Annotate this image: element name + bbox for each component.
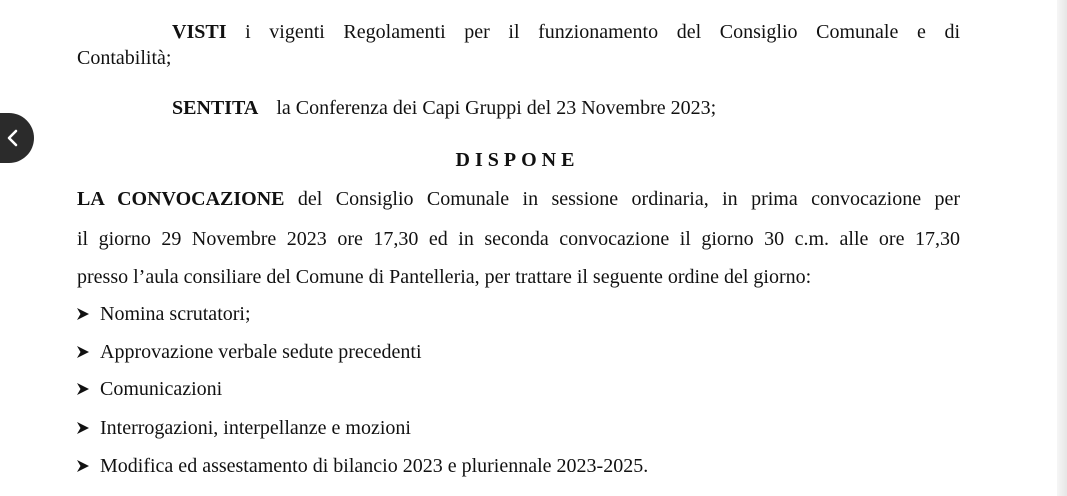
agenda-item (76, 377, 222, 401)
chevron-left-icon (2, 127, 24, 149)
dispone-heading: DISPONE (455, 149, 580, 171)
arrowhead-bullet-icon (76, 421, 90, 435)
sentita-text: la Conferenza dei Capi Gruppi del 23 Novembre 2023; (276, 97, 717, 119)
arrowhead-bullet-icon (76, 459, 90, 473)
agenda-item (76, 340, 422, 364)
sentita-paragraph (172, 96, 716, 120)
visti-lead: VISTI (172, 21, 227, 43)
agenda-item-text: Approvazione verbale sedute precedenti (100, 341, 422, 363)
convocazione-line3: presso l’aula consiliare del Comune di Pantelleria, per trattare il seguente ordine del giorno: (77, 266, 812, 288)
arrowhead-bullet-icon (76, 307, 90, 321)
convocazione-line2: il giorno 29 Novembre 2023 ore 17,30 ed in seconda convocazione il giorno 30 c.m. alle ore 17,30 (77, 228, 960, 250)
agenda-item (76, 416, 411, 440)
page-edge (1057, 0, 1067, 496)
agenda-item-text: Comunicazioni (100, 378, 223, 400)
arrowhead-bullet-icon (76, 382, 90, 396)
arrowhead-bullet-icon (76, 345, 90, 359)
convocazione-lead: LA CONVOCAZIONE (77, 188, 285, 210)
agenda-item-text: Interrogazioni, interpellanze e mozioni (100, 417, 411, 439)
agenda-item (76, 454, 648, 478)
visti-paragraph-line1 (172, 20, 960, 44)
sentita-lead: SENTITA (172, 97, 259, 119)
convocazione-text: del Consiglio Comunale in sessione ordinaria, in prima convocazione per (297, 188, 961, 210)
convocazione-line1 (77, 187, 960, 211)
visti-text: i vigenti Regolamenti per il funzionamento del Consiglio Comunale e di (245, 21, 961, 43)
agenda-item-text: Modifica ed assestamento di bilancio 2023 e pluriennale 2023-2025. (100, 455, 649, 477)
agenda-item (76, 302, 251, 326)
visti-paragraph-line2: Contabilità; (77, 47, 172, 69)
agenda-item-text: Nomina scrutatori; (100, 303, 251, 325)
